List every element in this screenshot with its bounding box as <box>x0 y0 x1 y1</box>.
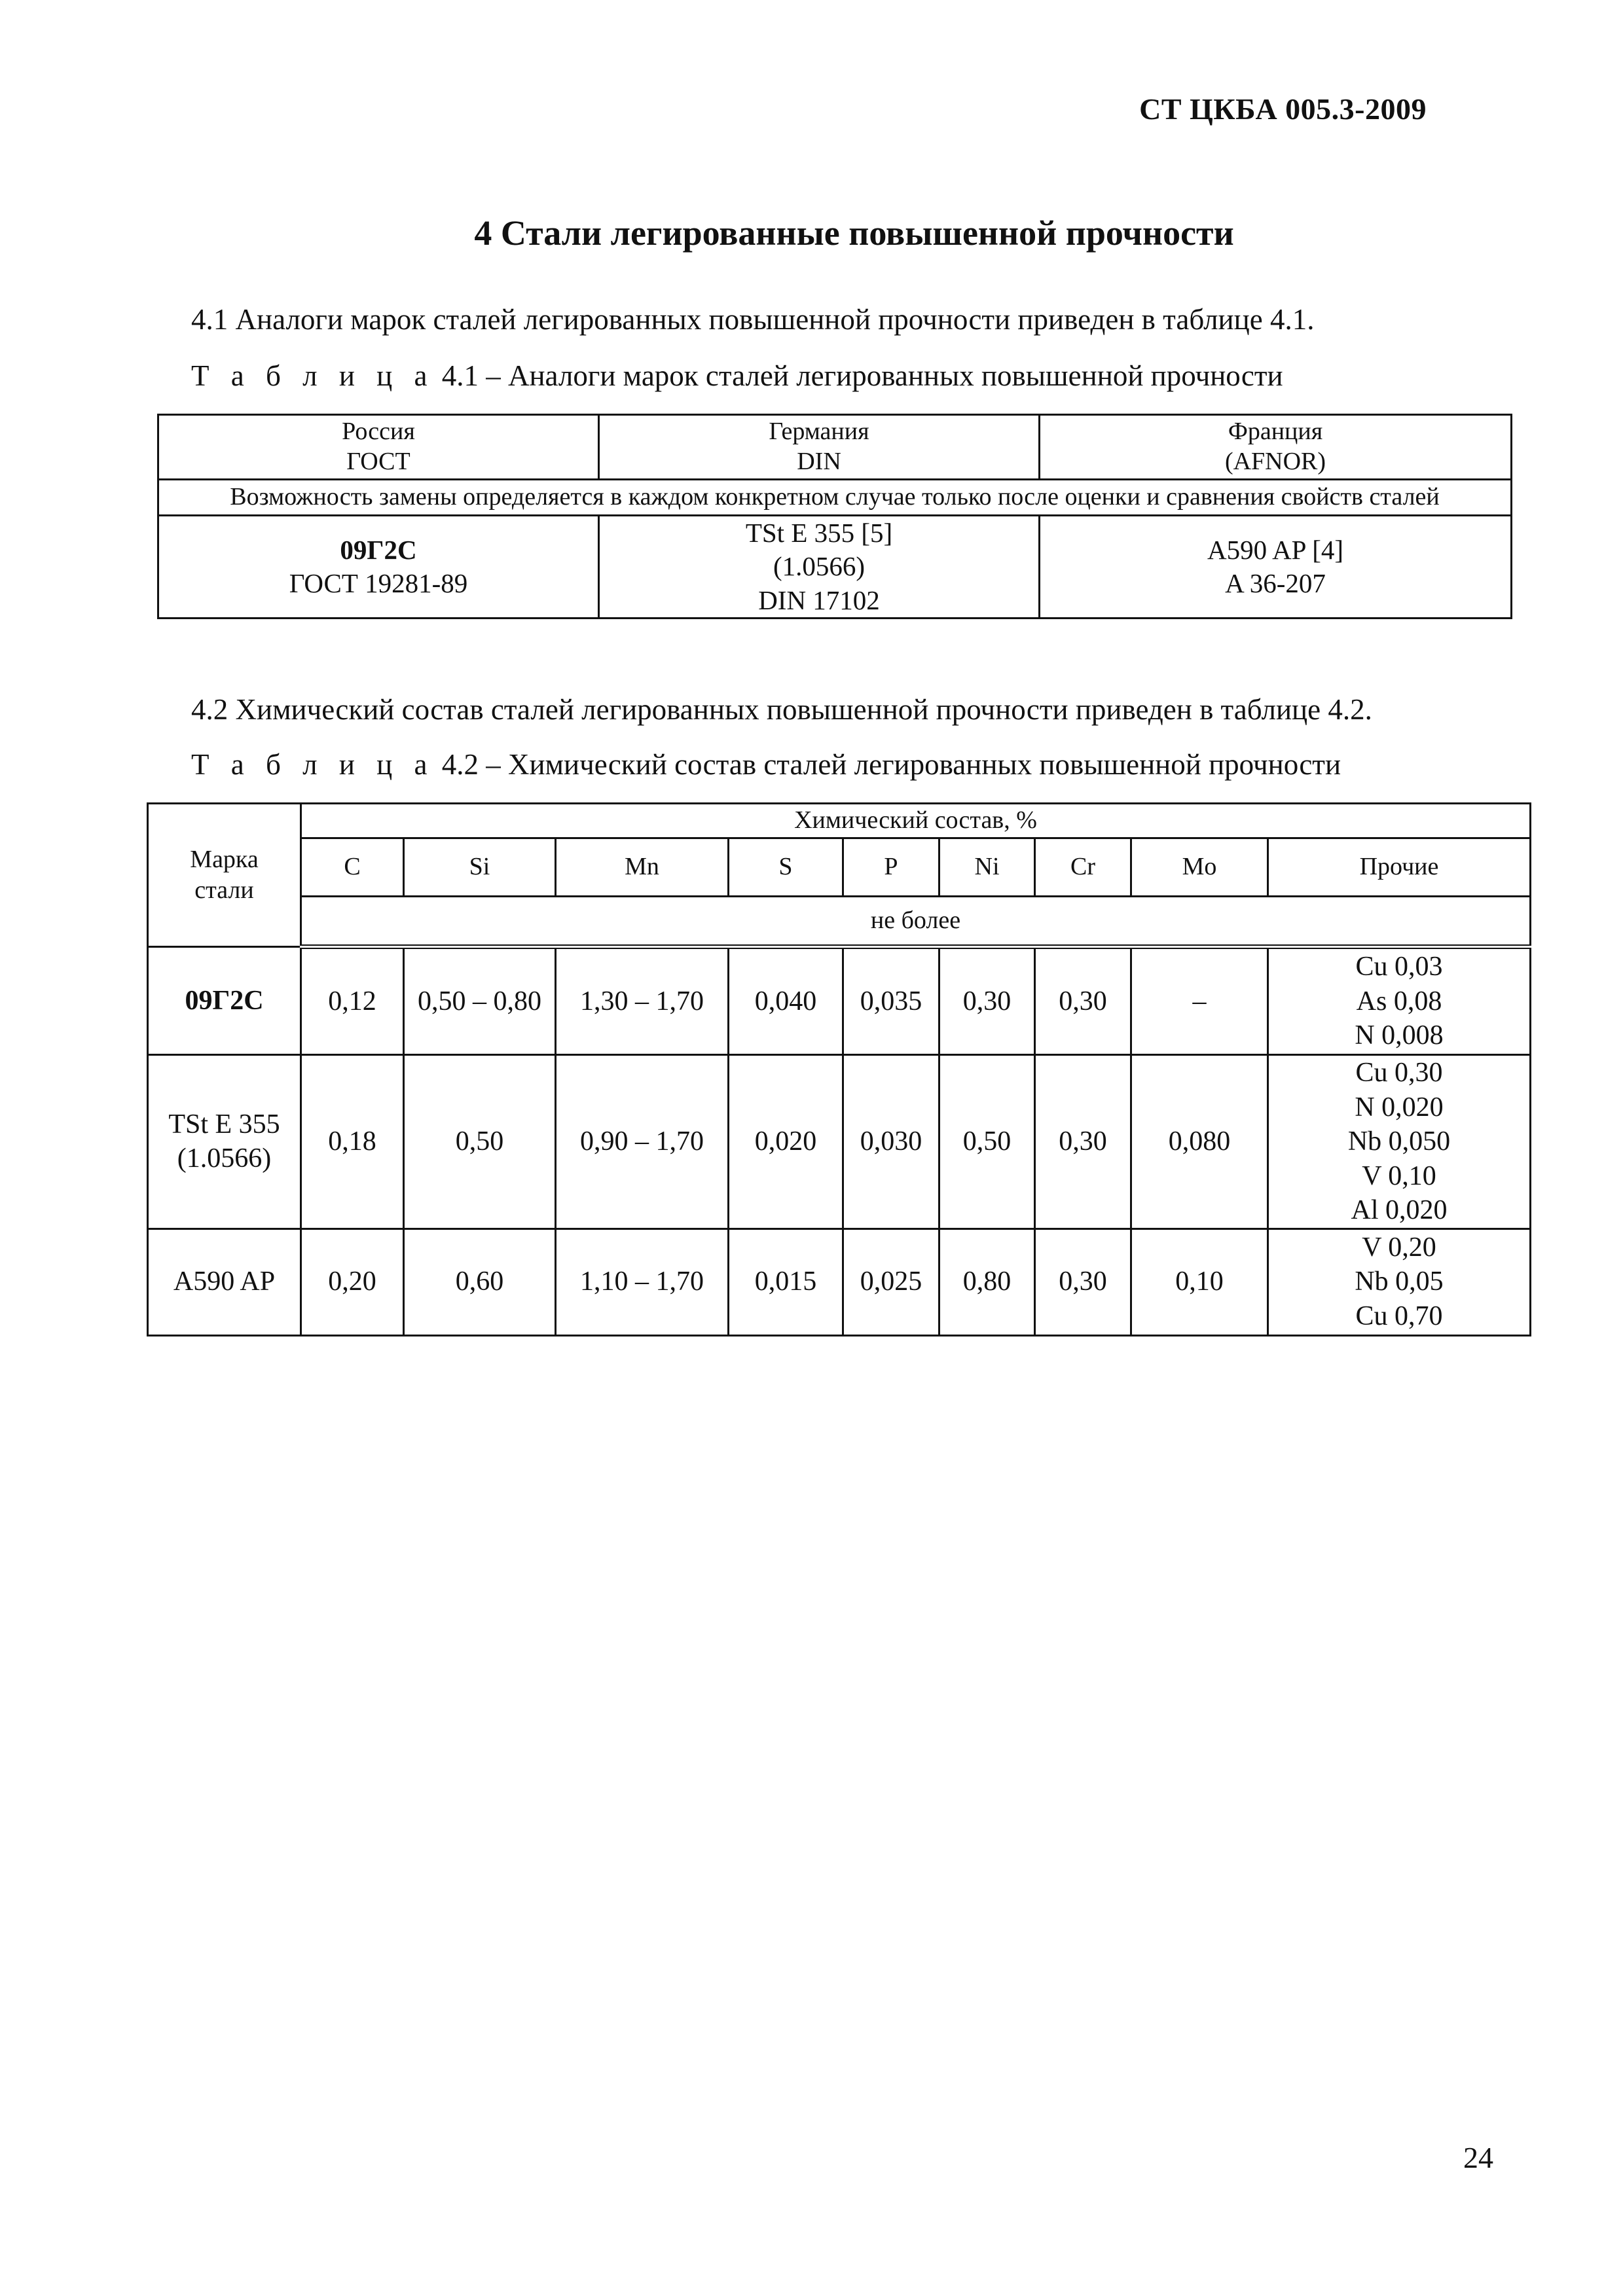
substitution-note: Возможность замены определяется в каждом конкретном случае только после оценки и сравнения свойств сталей <box>158 480 1512 516</box>
other-element: N 0,008 <box>1355 1020 1444 1051</box>
header-line: стали <box>194 876 254 904</box>
header-russia <box>158 415 599 480</box>
header-line: Франция <box>1228 418 1323 446</box>
other-element: Al 0,020 <box>1351 1195 1448 1225</box>
composition-header-row <box>148 804 1531 838</box>
table-row <box>158 516 1512 619</box>
cell-mo: 0,10 <box>1131 1229 1268 1335</box>
cell-ni: 0,50 <box>939 1055 1035 1229</box>
grade-line: 09Г2С <box>185 985 264 1016</box>
element-header-s: S <box>729 838 843 897</box>
table-4-1-caption <box>191 359 1283 393</box>
header-line: ГОСТ <box>346 448 410 475</box>
cell-cr: 0,30 <box>1035 1055 1131 1229</box>
other-element: V 0,10 <box>1362 1160 1436 1191</box>
cell-mo: – <box>1131 947 1268 1055</box>
header-line: Россия <box>342 418 415 446</box>
cell-mn: 1,10 – 1,70 <box>556 1229 729 1335</box>
cell-france <box>1040 516 1512 619</box>
element-header-other: Прочие <box>1268 838 1531 897</box>
grade-line: A590 AP <box>173 1266 276 1297</box>
paragraph-4-2: 4.2 Химический состав сталей легированных повышенной прочности приведен в таблице 4.2. <box>191 693 1372 726</box>
other-element: N 0,020 <box>1355 1092 1444 1122</box>
caption-prefix: Т а б л и ц а <box>191 748 435 781</box>
cell-si: 0,60 <box>404 1229 556 1335</box>
cell-mn: 0,90 – 1,70 <box>556 1055 729 1229</box>
header-germany <box>599 415 1040 480</box>
caption-prefix: Т а б л и ц а <box>191 359 435 392</box>
cell-si: 0,50 – 0,80 <box>404 947 556 1055</box>
caption-text: 4.2 – Химический состав сталей легированных повышенной прочности <box>434 748 1341 781</box>
material-number: (1.0566) <box>773 551 866 582</box>
cell-other <box>1268 1229 1531 1335</box>
other-element: Nb 0,05 <box>1355 1266 1444 1297</box>
cell-cr: 0,30 <box>1035 947 1131 1055</box>
table-4-2 <box>147 802 1531 1336</box>
header-line: Марка <box>190 845 259 873</box>
row-grade <box>148 1229 301 1335</box>
document-code: СТ ЦКБА 005.3-2009 <box>1139 92 1427 126</box>
table-header-row <box>158 415 1512 480</box>
row-grade <box>148 947 301 1055</box>
element-header-si: Si <box>404 838 556 897</box>
cell-s: 0,020 <box>729 1055 843 1229</box>
cell-s: 0,015 <box>729 1229 843 1335</box>
cell-si: 0,50 <box>404 1055 556 1229</box>
cell-s: 0,040 <box>729 947 843 1055</box>
standard-name: DIN 17102 <box>758 584 880 615</box>
grade-name: 09Г2С <box>340 534 417 565</box>
table-4-2-caption <box>191 747 1341 781</box>
grade-header <box>148 804 301 947</box>
other-element: Cu 0,30 <box>1355 1058 1443 1088</box>
other-element: As 0,08 <box>1356 986 1442 1016</box>
element-header-ni: Ni <box>939 838 1035 897</box>
header-line: Германия <box>769 418 869 446</box>
cell-germany <box>599 516 1040 619</box>
cell-ni: 0,80 <box>939 1229 1035 1335</box>
limit-row <box>148 897 1531 947</box>
caption-text: 4.1 – Аналоги марок сталей легированных повышенной прочности <box>434 359 1283 392</box>
other-element: V 0,20 <box>1362 1232 1436 1263</box>
element-header-p: P <box>843 838 939 897</box>
element-header-mo: Mo <box>1131 838 1268 897</box>
header-line: (AFNOR) <box>1224 448 1326 475</box>
cell-c: 0,20 <box>301 1229 404 1335</box>
cell-c: 0,18 <box>301 1055 404 1229</box>
standard-name: A 36-207 <box>1225 567 1326 598</box>
cell-other <box>1268 1055 1531 1229</box>
cell-p: 0,025 <box>843 1229 939 1335</box>
table-row <box>148 947 1531 1055</box>
page-number: 24 <box>1463 2141 1493 2174</box>
row-grade <box>148 1055 301 1229</box>
table-4-1 <box>157 414 1512 619</box>
grade-name: TSt E 355 [5] <box>745 518 893 548</box>
element-header-mn: Mn <box>556 838 729 897</box>
section-title: 4 Стали легированные повышенной прочности <box>474 213 1234 253</box>
other-element: Cu 0,70 <box>1355 1300 1443 1331</box>
grade-line: TSt E 355 <box>168 1109 280 1139</box>
grade-name: A590 AP [4] <box>1207 534 1344 565</box>
cell-other <box>1268 947 1531 1055</box>
composition-header: Химический состав, % <box>301 804 1531 838</box>
table-row <box>148 1229 1531 1335</box>
cell-ni: 0,30 <box>939 947 1035 1055</box>
cell-p: 0,030 <box>843 1055 939 1229</box>
cell-mo: 0,080 <box>1131 1055 1268 1229</box>
cell-russia <box>158 516 599 619</box>
paragraph-4-1: 4.1 Аналоги марок сталей легированных повышенной прочности приведен в таблице 4.1. <box>191 303 1315 336</box>
other-element: Nb 0,050 <box>1347 1126 1451 1157</box>
element-header-cr: Cr <box>1035 838 1131 897</box>
cell-mn: 1,30 – 1,70 <box>556 947 729 1055</box>
element-header-row <box>148 838 1531 897</box>
table-note-row <box>158 480 1512 516</box>
cell-c: 0,12 <box>301 947 404 1055</box>
element-header-c: C <box>301 838 404 897</box>
header-line: DIN <box>797 448 841 475</box>
grade-line: (1.0566) <box>177 1143 272 1174</box>
table-row <box>148 1055 1531 1229</box>
other-element: Cu 0,03 <box>1355 952 1443 982</box>
standard-name: ГОСТ 19281-89 <box>289 567 468 598</box>
cell-cr: 0,30 <box>1035 1229 1131 1335</box>
header-france <box>1040 415 1512 480</box>
cell-p: 0,035 <box>843 947 939 1055</box>
limit-note: не более <box>301 897 1531 947</box>
